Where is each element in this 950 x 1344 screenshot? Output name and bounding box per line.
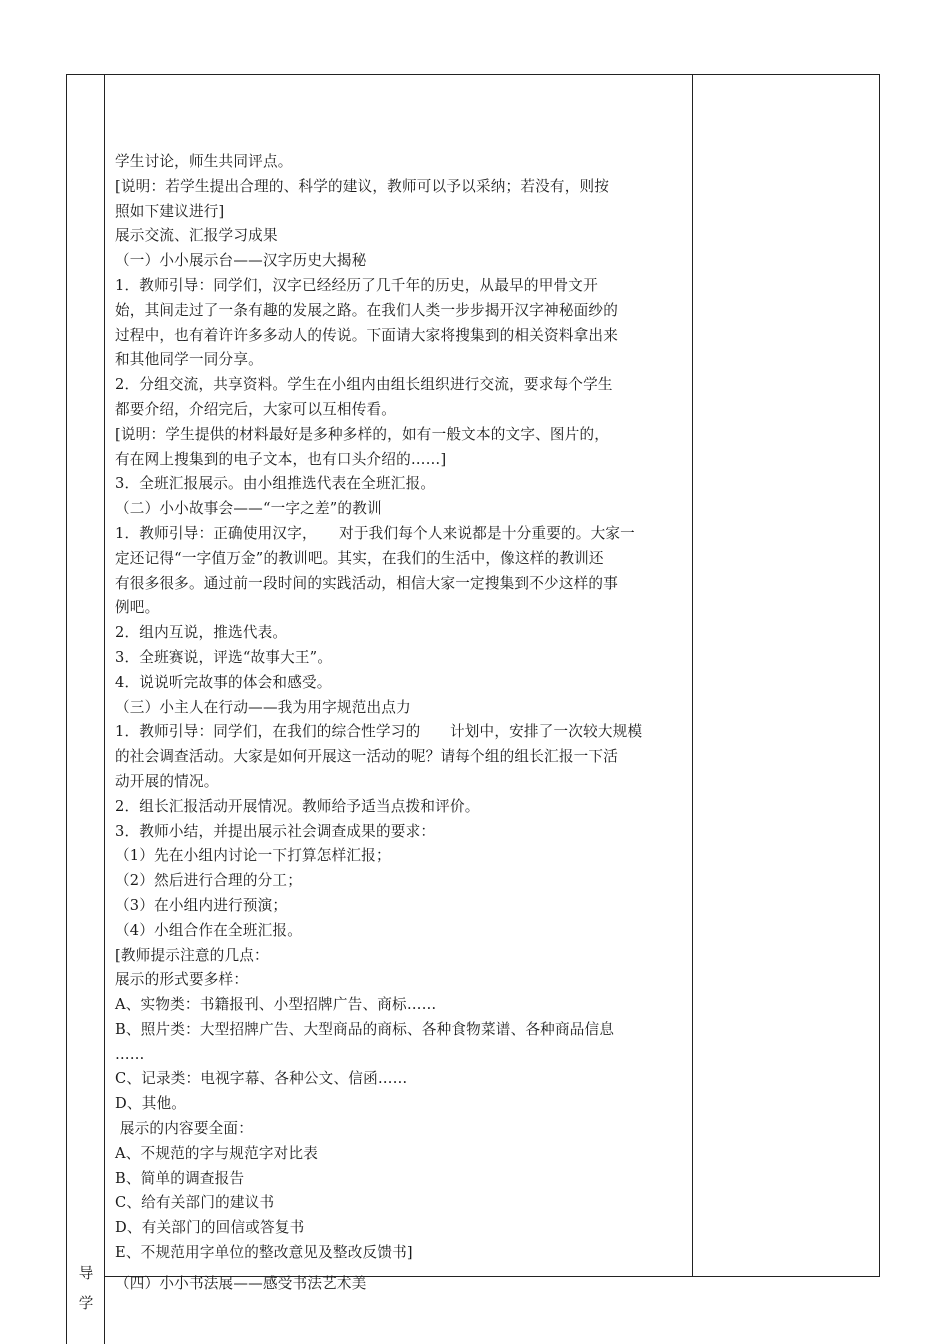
content-line: B、照片类：大型招牌广告、大型商品的商标、各种食物菜谱、各种商品信息 [115, 1020, 615, 1038]
content-line: 1．教师引导：正确使用汉字， 对于我们每个人来说都是十分重要的。大家一 [115, 524, 635, 542]
table-left-border [66, 74, 67, 1344]
content-line: E、不规范用字单位的整改意见及整改反馈书] [115, 1244, 413, 1262]
content-line: （一）小小展示台——汉字历史大揭秘 [115, 252, 367, 270]
content-line: C、给有关部门的建议书 [115, 1194, 275, 1212]
content-line: 展示交流、汇报学习成果 [115, 227, 278, 245]
content-line: 定还记得“一字值万金”的教训吧。其实，在我们的生活中，像这样的教训还 [115, 549, 604, 567]
content-line: [说明：学生提供的材料最好是多种多样的，如有一般文本的文字、图片的， [115, 425, 610, 443]
content-line: 3．全班汇报展示。由小组推选代表在全班汇报。 [115, 475, 436, 493]
content-line: 1．教师引导：同学们，汉字已经经历了几千年的历史，从最早的甲骨文开 [115, 276, 598, 294]
side-label-char-2: 学 [78, 1295, 94, 1312]
content-line: 学生讨论，师生共同评点。 [115, 153, 293, 170]
content-line: 有在网上搜集到的电子文本，也有口头介绍的……] [115, 450, 447, 468]
content-line: 展示的形式要多样： [115, 971, 249, 989]
content-line: D、其他。 [115, 1095, 187, 1113]
content-line: 3．教师小结，并提出展示社会调查成果的要求： [115, 822, 436, 840]
content-line: 2．组内互说，推选代表。 [115, 624, 288, 642]
content-line: 展示的内容要全面： [115, 1120, 253, 1138]
content-line: （4）小组合作在全班汇报。 [115, 921, 303, 939]
content-line: 的社会调查活动。大家是如何开展这一活动的呢？请每个组的组长汇报一下活 [115, 748, 618, 766]
content-line: D、有关部门的回信或答复书 [115, 1219, 305, 1237]
content-line: 4．说说听完故事的体会和感受。 [115, 673, 332, 691]
content-line: 照如下建议进行] [115, 202, 225, 220]
content-line: （3）在小组内进行预演； [115, 896, 288, 914]
content-line: （2）然后进行合理的分工； [115, 872, 303, 890]
content-line: 例吧。 [115, 599, 160, 617]
content-line: [说明：若学生提出合理的、科学的建议，教师可以予以采纳；若没有，则按 [115, 177, 610, 195]
content-line: [教师提示注意的几点： [115, 946, 269, 964]
content-line: 3．全班赛说，评选“故事大王”。 [115, 648, 333, 666]
table-column-divider-1 [104, 74, 105, 1344]
content-line: A、实物类：书籍报刊、小型招牌广告、商标…… [115, 996, 437, 1014]
side-label-char-1: 导 [78, 1265, 94, 1282]
content-line: 1．教师引导：同学们，在我们的综合性学习的 计划中，安排了一次较大规模 [115, 723, 643, 741]
content-line: （1）先在小组内讨论一下打算怎样汇报； [115, 847, 391, 865]
section-heading-four: （四）小小书法展——感受书法艺术美 [115, 1275, 367, 1292]
content-line: （三）小主人在行动——我为用字规范出点力 [115, 698, 411, 716]
content-line: …… [115, 1045, 145, 1063]
content-line: B、简单的调查报告 [115, 1169, 245, 1187]
content-line: 动开展的情况。 [115, 772, 219, 790]
content-line: 始，其间走过了一条有趣的发展之路。在我们人类一步步揭开汉字神秘面纱的 [115, 301, 618, 319]
content-line: 有很多很多。通过前一段时间的实践活动，相信大家一定搜集到不少这样的事 [115, 574, 618, 592]
content-line: 2．组长汇报活动开展情况。教师给予适当点拨和评价。 [115, 797, 480, 815]
content-line: 和其他同学一同分享。 [115, 351, 263, 369]
table-column-divider-2 [692, 74, 693, 1277]
content-line: （二）小小故事会——“一字之差”的教训 [115, 500, 382, 518]
content-line: 过程中，也有着许许多多动人的传说。下面请大家将搜集到的相关资料拿出来 [115, 326, 618, 344]
lesson-content [115, 150, 687, 1266]
content-line: A、不规范的字与规范字对比表 [115, 1144, 319, 1162]
content-line: C、记录类：电视字幕、各种公文、信函…… [115, 1070, 408, 1088]
content-line: 都要介绍，介绍完后，大家可以互相传看。 [115, 400, 397, 418]
content-line: 2．分组交流，共享资料。学生在小组内由组长组织进行交流，要求每个学生 [115, 376, 613, 394]
